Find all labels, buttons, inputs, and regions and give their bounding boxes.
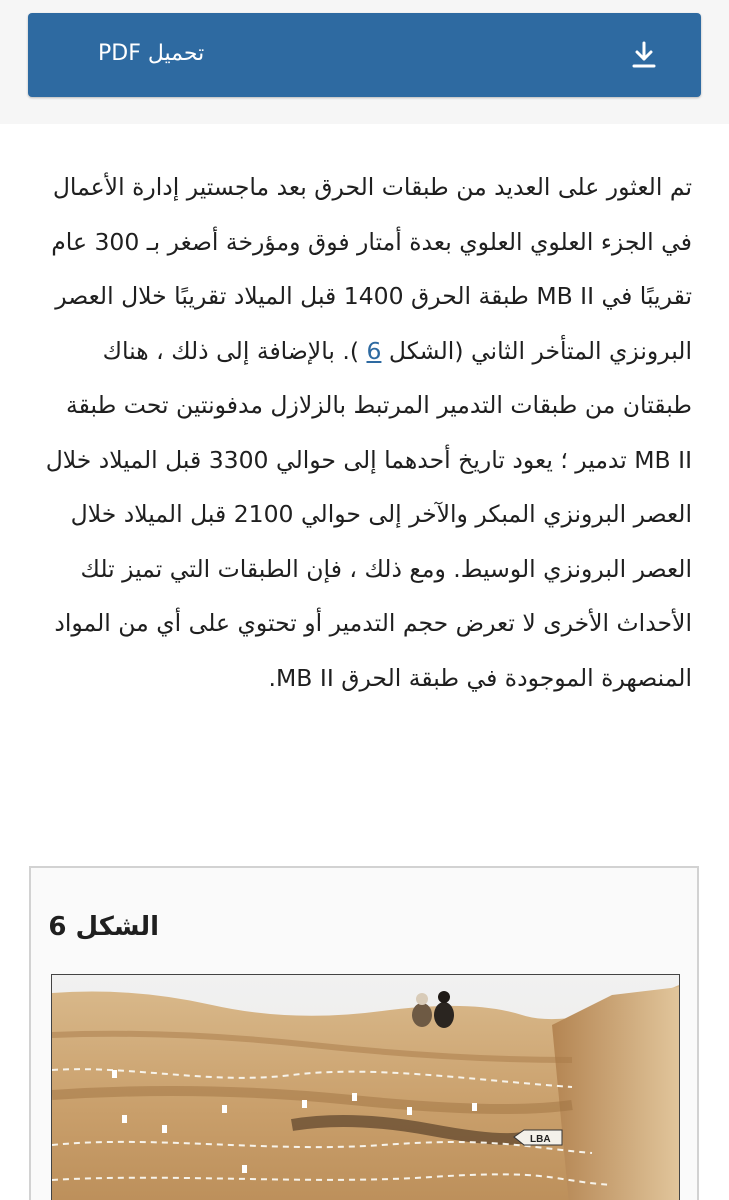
- article-body: [28, 160, 692, 705]
- figure-title: الشكل 6: [48, 912, 159, 942]
- top-toolbar: [0, 0, 729, 124]
- excavation-photo-drawing: [52, 975, 679, 1200]
- download-pdf-label: تحميل PDF: [98, 41, 205, 66]
- download-icon: [631, 41, 657, 69]
- paragraph-text-end: ). بالإضافة إلى ذلك ، هناك طبقتان من طبقات التدمير المرتبط بالزلازل مدفونتين تحت طبقة MB II تدمير ؛ يعود تاريخ أحدهما إلى حوالي 3300 قبل الميلاد خلال العصر البرونزي المبكر والآخر إلى حوالي 2100 قبل الميلاد خلال العصر البرونزي الوسيط. ومع ذلك ، فإن الطبقات التي تميز تلك الأحداث الأخرى لا تعرض حجم التدمير أو تحتوي على أي من المواد المنصهرة الموجودة في طبقة الحرق MB II.: [45, 336, 692, 692]
- figure-reference-link[interactable]: 6: [366, 336, 382, 365]
- photo-lba-label: LBA: [530, 1134, 551, 1145]
- download-pdf-button[interactable]: [28, 13, 701, 97]
- paragraph-text-start: تم العثور على العديد من طبقات الحرق بعد ماجستير إدارة الأعمال في الجزء العلوي العلوي بعدة أمتار فوق ومؤرخة أصغر بـ 300 عام تقريبًا في MB II طبقة الحرق 1400 قبل الميلاد تقريبًا خلال العصر البرونزي المتأخر الثاني (الشكل: [51, 173, 692, 365]
- figure-panel: [29, 866, 699, 1200]
- article-paragraph: [28, 160, 692, 705]
- excavation-photo[interactable]: [51, 974, 680, 1200]
